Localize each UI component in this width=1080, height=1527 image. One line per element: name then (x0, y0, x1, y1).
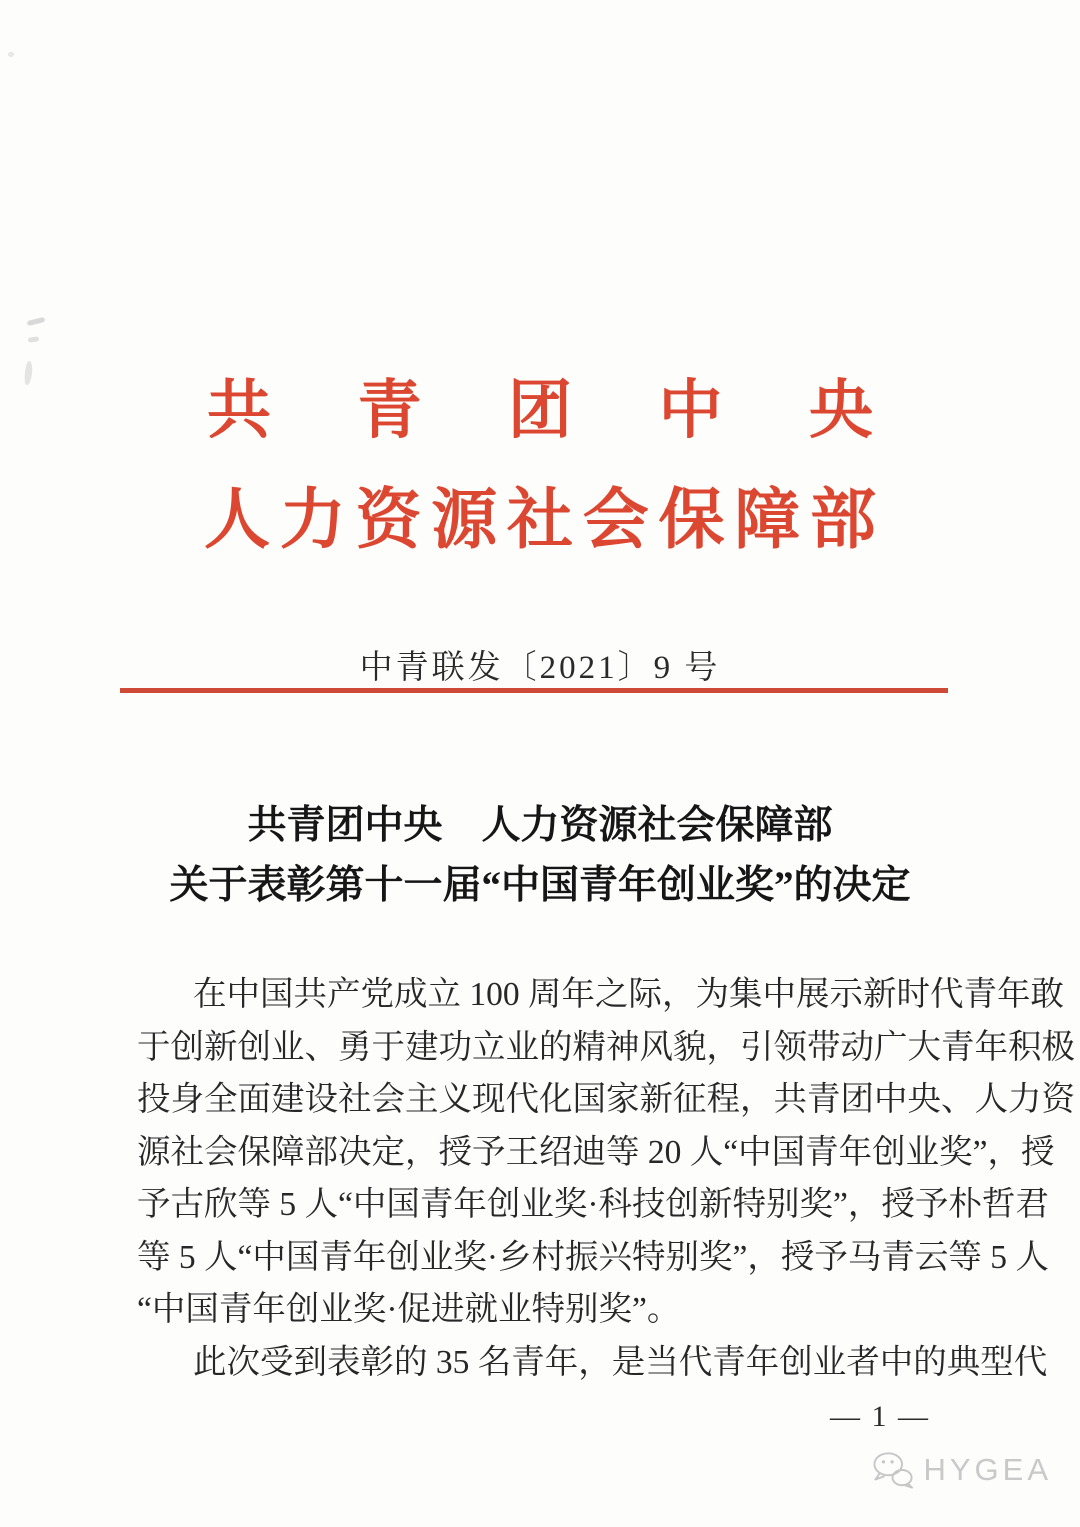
body-line: 予古欣等 5 人“中国青年创业奖·科技创新特别奖”，授予朴哲君 (137, 1186, 1049, 1223)
letterhead-char: 资 (355, 484, 422, 557)
document-body (137, 969, 1075, 1389)
body-line: 投身全面建设社会主义现代化国家新征程，共青团中央、人力资 (137, 1081, 1075, 1118)
document-title-line-2: 关于表彰第十一届“中国青年创业奖”的决定 (169, 864, 911, 907)
letterhead-char: 青 (357, 375, 422, 446)
watermark (870, 1450, 1052, 1490)
letterhead-line-1 (0, 375, 1080, 446)
body-line: 等 5 人“中国青年创业奖·乡村振兴特别奖”，授予马青云等 5 人 (137, 1238, 1049, 1276)
page-number: — 1 — (830, 1400, 930, 1433)
letterhead-org-1 (207, 375, 873, 446)
body-line: 在中国共产党成立 100 周年之际，为集中展示新时代青年敢 (193, 976, 1064, 1013)
body-line: 于创新创业、勇于建功立业的精神风貌，引领带动广大青年积极 (137, 1028, 1075, 1066)
body-line: 源社会保障部决定，授予王绍迪等 20 人“中国青年创业奖”，授 (137, 1133, 1055, 1171)
letterhead-char: 障 (734, 484, 801, 557)
red-divider-line (120, 688, 948, 693)
letterhead-char: 共 (207, 375, 271, 446)
letterhead-org-2 (204, 484, 876, 557)
letterhead-char: 央 (809, 375, 873, 446)
letterhead-char: 团 (508, 375, 572, 446)
document-title-line-1: 共青团中央 人力资源社会保障部 (247, 804, 833, 847)
document-number: 中青联发〔2021〕9 号 (359, 650, 721, 686)
letterhead-char: 人 (204, 484, 270, 557)
scan-artifact (8, 52, 14, 57)
wechat-chat-bubbles-icon (870, 1450, 916, 1490)
letterhead-char: 中 (658, 375, 723, 446)
scan-artifact (27, 317, 46, 326)
letterhead-char: 会 (582, 484, 649, 557)
watermark-label: HYGEA (923, 1452, 1052, 1487)
letterhead-char: 源 (431, 484, 498, 557)
letterhead-line-2 (0, 484, 1080, 557)
scan-artifact (28, 336, 40, 342)
body-line: “中国青年创业奖·促进就业特别奖”。 (137, 1291, 681, 1328)
letterhead-char: 保 (658, 484, 725, 557)
body-line: 此次受到表彰的 35 名青年，是当代青年创业者中的典型代 (193, 1343, 1048, 1381)
letterhead-char: 部 (810, 484, 876, 557)
letterhead-char: 力 (279, 484, 346, 557)
letterhead-char: 社 (507, 484, 573, 557)
